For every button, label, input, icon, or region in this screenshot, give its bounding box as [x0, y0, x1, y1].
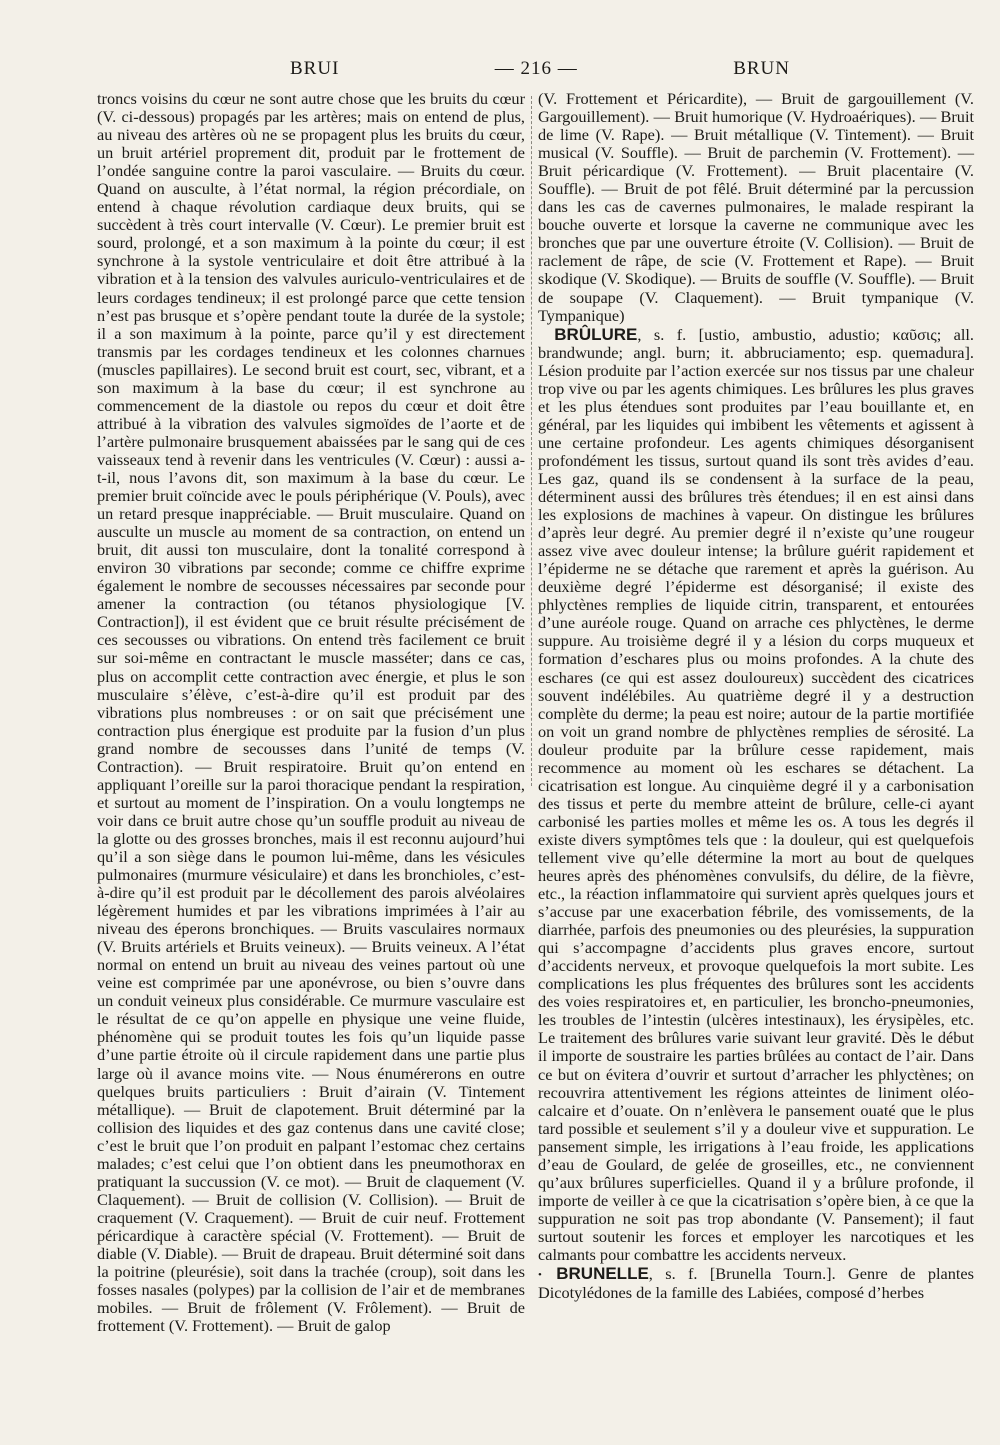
brulure-entry — [538, 326, 974, 1264]
bruit-entry-continuation: troncs voisins du cœur ne sont autre chose que les bruits du cœur (V. ci-dessous) propagés par les artères; mais on entend de plus, au niveau des artères où ne se propagent plus les bruits du cœur, un bruit artériel proprement dit, produit par le frottement de l’ondée sanguine contre la paroi vasculaire. — Bruits du cœur. Quand on ausculte, à l’état normal, la région précordiale, on entend à chaque révolution cardiaque deux bruits, qui se succèdent à très court intervalle (V. Cœur). Le premier bruit est sourd, prolongé, et a son maximum à la pointe du cœur; il est synchrone à la systole ventriculaire et doit être attribué à la vibration et à la tension des valvules auriculo-ventriculaires et de leurs cordages tendineux; il est prolongé parce que cette tension n’est pas brusque et s’opère pendant toute la durée de la systole; il a son maximum à la pointe, parce qu’il y est directement transmis par les cordages tendineux et les colonnes charnues (muscles papillaires). Le second bruit est court, sec, vibrant, et a son maximum à la base du cœur; il est synchrone au commencement de la diastole ou repos du cœur et doit être attribué à la vibration des valvules sigmoïdes de l’aorte et de l’artère pulmonaire brusquement abaissées par le sang qui de ces vaisseaux tend à revenir dans les ventricules (V. Cœur) : aussi a-t-il, nous l’avons dit, son maximum à la base du cœur. Le premier bruit coïncide avec le pouls périphérique (V. Pouls), avec un retard presque inappréciable. — Bruit musculaire. Quand on ausculte un muscle au moment de sa contraction, on entend un bruit, dit aussi ton musculaire, dont la tonalité correspond à environ 30 vibrations par seconde; comme ce chiffre exprime également le nombre de secousses nécessaires par seconde pour amener la contraction (ou tétanos physiologique [V. Contraction]), il est évident que ce bruit résulte précisément de ces secousses ou vibrations. On entend très facilement ce bruit sur soi-même en contractant le muscle masséter; dans ce cas, plus on accomplit cette contraction avec énergie, et plus le son musculaire s’élève, c’est-à-dire qu’il est produit par des vibrations plus nombreuses : or on sait que précisément une contraction plus énergique est produite par la fusion d’un plus grand nombre de secousses dans l’unité de temps (V. Contraction). — Bruit respiratoire. Bruit qu’on entend en appliquant l’oreille sur la paroi thoracique pendant la respiration, et surtout au moment de l’inspiration. On a voulu longtemps ne voir dans ce bruit autre chose qu’un souffle produit au niveau de la glotte ou des grosses bronches, mais il est reconnu aujourd’hui qu’il a son siège dans le poumon lui-même, dans les vésicules pulmonaires (murmure vésiculaire) et dans les bronchioles, c’est-à-dire qu’il est produit par le décollement des parois alvéolaires légèrement humides et par les vibrations imprimées à l’air au niveau des éperons bronchiques. — Bruits vasculaires normaux (V. Bruits artériels et Bruits veineux). — Bruits veineux. A l’état normal on entend un bruit au niveau des veines partout où une veine est comprimée par une aponévrose, ou bien s’ouvre dans un conduit veineux plus considérable. Ce murmure vasculaire est le résultat de ce qu’on appelle en physique une veine fluide, phénomène qui se produit toutes les fois qu’un liquide passe d’une partie étroite où il circule rapidement dans une partie plus large où il avance moins vite. — Nous énumérerons en outre quelques bruits particuliers : Bruit d’airain (V. Tintement métallique). — Bruit de clapotement. Bruit déterminé par la collision des liquides et des gaz contenus dans une cavité close; c’est le bruit que l’on produit en palpant l’estomac chez certains malades; c’est celui que l’on obtient dans les pneumothorax en pratiquant la succussion (V. ce mot). — Bruit de claquement (V. Claquement). — Bruit de collision (V. Collision). — Bruit de craquement (V. Craquement). — Bruit de cuir neuf. Frottement péricardique à caractère spécial (V. Frottement). — Bruit de diable (V. Diable). — Bruit de drapeau. Bruit déterminé soit dans la poitrine (pleurésie), soit dans la trachée (croup), soit dans les fosses nasales (polypes) par la collision de l’air et de membranes mobiles. — Bruit de frôlement (V. Frôlement). — Bruit de frottement (V. Frottement). — Bruit de galop — [97, 89, 525, 1336]
brunelle-definition: , s. f. [Brunella Tourn.]. Genre de plantes Dicotylédones de la famille des Labiées, composé d’herbes — [538, 1264, 974, 1303]
page-number: — 216 — — [494, 58, 578, 79]
brulure-definition: , s. f. [ustio, ambustio, adustio; καῦσις; all. brandwunde; angl. burn; it. abbruciamento; esp. quemadura]. Lésion produite par l’action exercée sur nos tissus par une chaleur trop vive ou par les agents chimiques. Les brûlures les plus graves et les plus étendues sont produites par l’eau bouillante et, en général, par les liquides qui imbibent les vêtements et agissent à une certaine profondeur. Les agents chimiques désorganisent profondément les tissus, surtout quand ils sont très avides d’eau. Les gaz, quand ils se condensent à la surface de la peau, déterminent aussi des brûlures très étendues; il en est ainsi dans les explosions de machines à vapeur. On distingue les brûlures d’après leur degré. Au premier degré il n’existe qu’une rougeur assez vive avec douleur intense; la brûlure guérit rapidement et l’épiderme ne se détache que rarement et après la guérison. Au deuxième degré l’épiderme est désorganisé; il existe des phlyctènes remplies de liquide citrin, transparent, et entourées d’une auréole rouge. Quand on arrache ces phlyctènes, le derme suppure. Au troisième degré il y a lésion du corps muqueux et formation d’eschares plus ou moins profondes. A la chute des eschares (ce qui est assez douloureux) succèdent des cicatrices souvent indélébiles. Au quatrième degré il y a destruction complète du derme; la peau est noire; autour de la partie mortifiée on voit un grand nombre de phlyctènes remplies de sérosité. La douleur produite par la brûlure cesse rapidement, mais recommence au moment où les eschares se détachent. La cicatrisation est longue. Au cinquième degré il y a carbonisation des tissus et perte du membre atteint de brûlure, celle-ci ayant carbonisé les parties molles et même les os. A tous les degrés il existe divers symptômes tels que : la douleur, qui est quelquefois tellement vive qu’elle détermine la mort au bout de quelques heures après des phénomènes convulsifs, du délire, de la fièvre, etc., la réaction inflammatoire qui survient après quelques jours et s’accuse par une exacerbation fébrile, des vomissements, de la diarrhée, parfois des pneumonies ou des pleurésies, la suppuration qui s’accompagne d’accidents plus graves encore, surtout d’accidents nerveux, et provoque quelquefois la mort subite. Les complications les plus fréquentes des brûlures sont les accidents des voies respiratoires et, en particulier, les broncho-pneumonies, les troubles de l’intestin (ulcères intestinaux), les érysipèles, etc. Le traitement des brûlures varie suivant leur gravité. Dès le début il importe de soustraire les parties brûlées au contact de l’air. Dans ce but on évitera d’ouvrir et surtout d’arracher les phlyctènes; on recouvrira attentivement les régions atteintes de liniment oléo-calcaire et d’ouate. On n’enlèvera le pansement ouaté que le plus tard possible et seulement s’il y a douleur vive et suppuration. Le pansement simple, les irrigations à l’eau froide, les applications d’eau de Goulard, de gelée de groseilles, etc., ne conviennent qu’aux brûlures superficielles. Quand il y a brûlure profonde, il importe de veiller à ce que la cicatrisation s’opère bien, à ce que la suppuration ne soit pas trop abondante (V. Pansement); il faut surtout soutenir les forces et employer les narcotiques et les calmants pour combattre les accidents nerveux. — [538, 324, 974, 1264]
right-column — [538, 90, 974, 1302]
column-divider — [531, 96, 532, 786]
bruit-entry-end: (V. Frottement et Péricardite), — Bruit de gargouillement (V. Gargouillement). — Bruit humorique (V. Hydroaériques). — Bruit de lime (V. Rape). — Bruit métallique (V. Tintement). — Bruit musical (V. Souffle). — Bruit de parchemin (V. Frottement). — Bruit péricardique (V. Frottement). — Bruit placentaire (V. Souffle). — Bruit de pot fêlé. Bruit déterminé par la percussion dans les cas de cavernes pulmonaires, le malade respirant la bouche ouverte et lorsque la caverne ne communique avec les bronches que par une ouverture étroite (V. Collision). — Bruit de raclement de râpe, de scie (V. Frottement et Rape). — Bruit skodique (V. Skodique). — Bruits de souffle (V. Souffle). — Bruit de soupape (V. Claquement). — Bruit tympanique (V. Tympanique) — [538, 89, 974, 325]
brunelle-headword: BRUNELLE — [556, 1264, 649, 1284]
header-right-word: BRUN — [733, 58, 790, 79]
brunelle-entry — [538, 1265, 974, 1302]
header-left-word: BRUI — [290, 58, 340, 79]
left-column — [97, 90, 525, 1335]
page-header — [290, 58, 790, 80]
brulure-headword: BRÛLURE — [554, 324, 638, 344]
entry-bullet-icon: • — [538, 1269, 542, 1282]
